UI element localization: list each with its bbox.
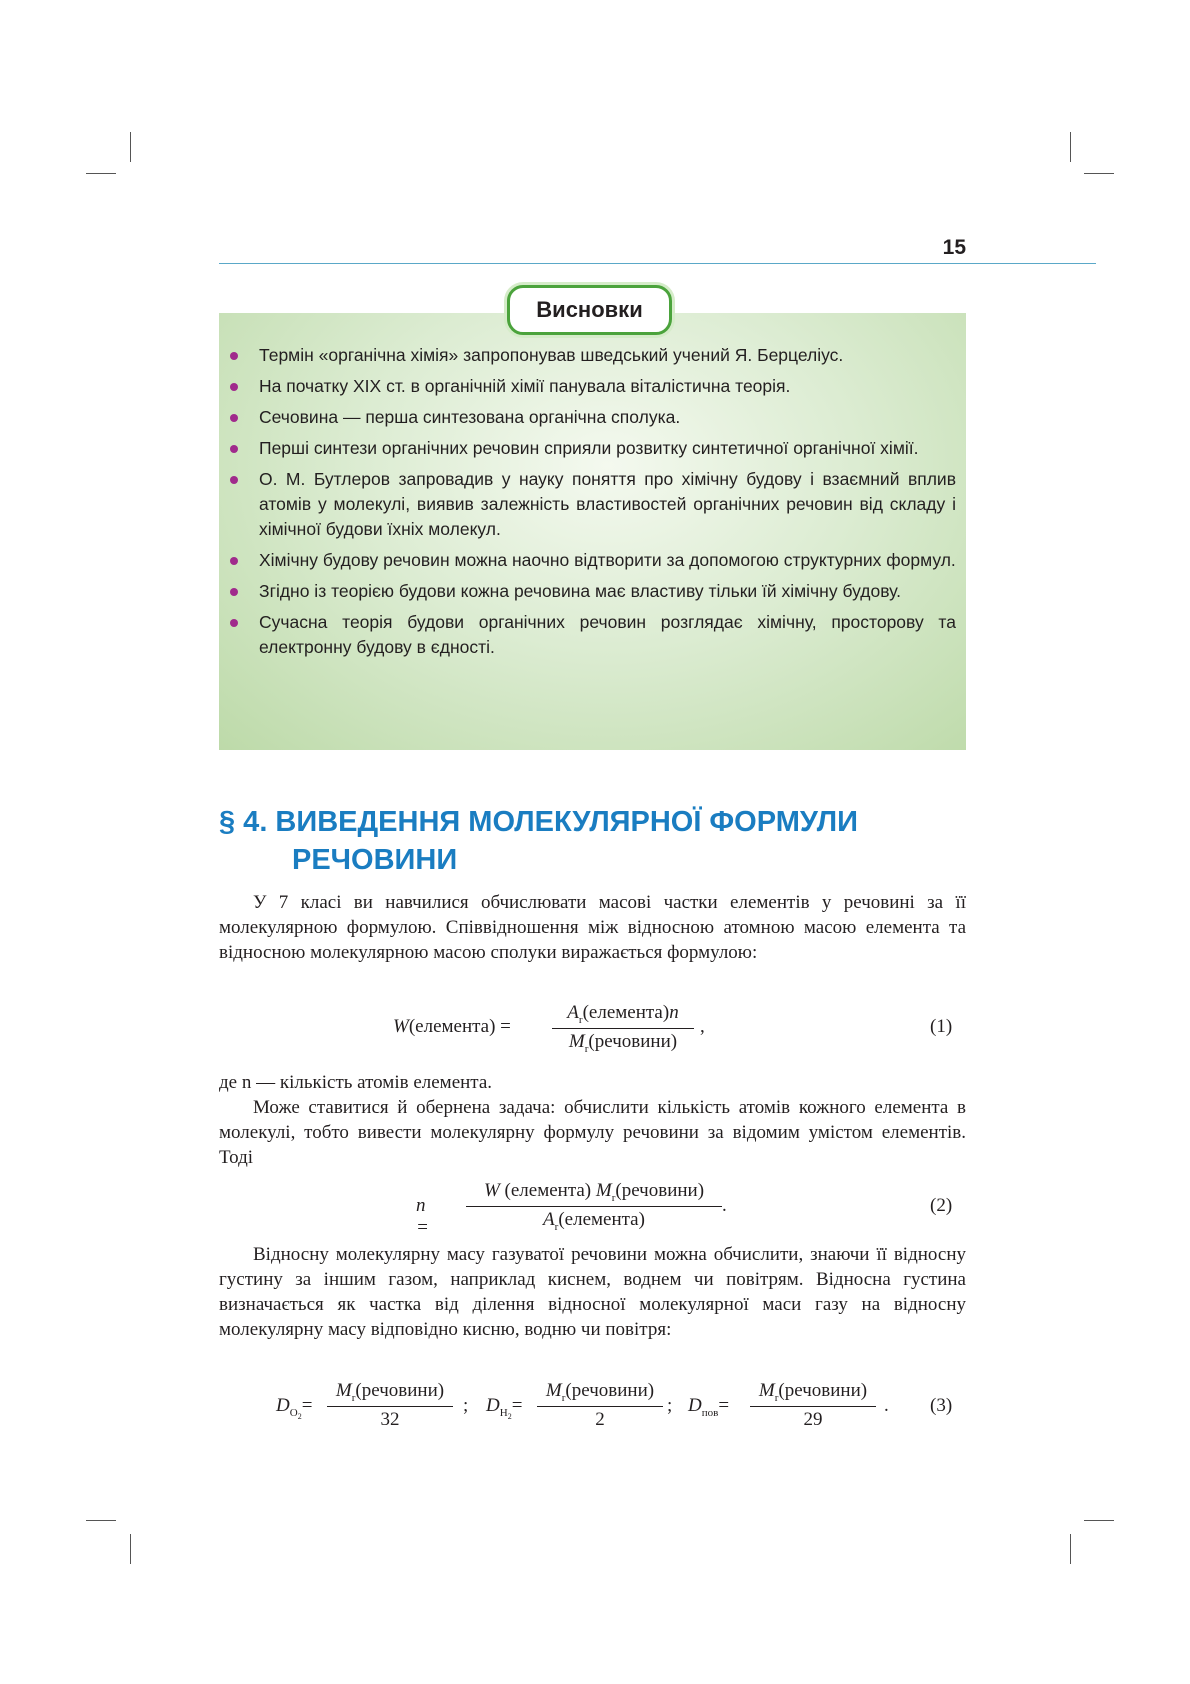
list-item [219,405,966,430]
formula-2-period: . [722,1195,727,1216]
crop-mark [1070,1534,1071,1564]
formula-3-separator: ; [463,1395,469,1416]
formula-3-fraction-o2: $M_r(речовини)$ 32 [327,1380,453,1431]
list-item [219,579,966,604]
crop-mark [130,1534,131,1564]
conclusions-box [219,313,966,750]
conclusions-list [219,343,966,666]
formula-3-d-o2: $D_{O_2}=$ [276,1395,313,1421]
crop-mark [1084,173,1114,174]
crop-mark [1070,132,1071,162]
formula-3-d-h2: $D_{H_2}=$ [486,1395,523,1421]
list-item [219,610,966,660]
list-item-text: Згідно із теорією будови кожна речовина має властиву тільки їй хімічну будову. [259,581,901,601]
formula-3-fraction-h2: $M_r(речовини)$ 2 [537,1380,663,1431]
section-title [219,803,979,879]
list-item [219,343,966,368]
crop-mark [86,173,116,174]
formula-3-fraction-air: $M_r(речовини)$ 29 [750,1380,876,1431]
list-item [219,467,966,542]
formula-3-number: (3) [930,1395,953,1416]
bullet-icon [230,445,238,453]
list-item [219,548,966,573]
bullet-icon [230,383,238,391]
bullet-icon [230,352,238,360]
bullet-icon [230,476,238,484]
formula-1-number: (1) [930,1016,953,1037]
list-item-text: Хімічну будову речовин можна наочно відтворити за допомогою структурних формул. [259,550,956,570]
formula-3-separator: ; [667,1395,673,1416]
section-title-line2: РЕЧОВИНИ [292,844,458,876]
crop-mark [86,1520,116,1521]
list-item-text: На початку XIX ст. в органічній хімії панувала віталістична теорія. [259,376,791,396]
list-item-text: Перші синтези органічних речовин сприяли розвитку синтетичної органічної хімії. [259,438,919,458]
crop-mark [1084,1520,1114,1521]
paragraph-n-definition: де n — кількість атомів елемента. [219,1072,493,1093]
formula-1-fraction: $A_r(елемента)n$ $M_r(речовини)$ [552,1002,694,1055]
paragraph-inverse-task: Може ставитися й обернена задача: обчислити кількість атомів кожного елемента в молекулі, тобто вивести молекулярну формулу речовини за відомим умістом елементів. Тоді [219,1097,966,1168]
list-item-text: О. М. Бутлеров запровадив у науку поняття про хімічну будову і взаємний вплив атомів у молекулі, виявив залежність властивостей органічних речовин від складу і хімічної будови їхніх молекул. [259,469,956,539]
paragraph-relative-density: Відносну молекулярну масу газуватої речовини можна обчислити, знаючи її відносну густину за іншим газом, наприклад киснем, воднем чи повітрям. Відносна густина визначається як частка від ділення відносної молекулярної маси газу на відносну молекулярну масу відповідно кисню, водню чи повітря: [219,1244,966,1340]
header-rule [219,263,1096,264]
bullet-icon [230,414,238,422]
formula-1-comma: , [700,1016,705,1037]
formula-3-d-air: $D_{пов}=$ [688,1395,730,1419]
list-item-text: Сечовина — перша синтезована органічна сполука. [259,407,681,427]
bullet-icon [230,619,238,627]
paragraph-intro: У 7 класі ви навчилися обчислювати масові частки елементів у речовині за її молекулярною формулою. Співвідношення між відносною атомною масою елемента та відносною молекулярною масою сполуки виражається формулою: [219,892,966,963]
formula-2-lhs: n = [416,1195,429,1238]
page-number: 15 [942,236,966,259]
bullet-icon [230,557,238,565]
formula-1-lhs: W(елемента) = [393,1016,511,1037]
formula-3-period: . [884,1395,889,1416]
conclusions-title: Висновки [507,285,672,335]
formula-2-fraction: W (елемента) $M_r(речовини)$ $A_r(елемента)$ [466,1180,722,1233]
crop-mark [130,132,131,162]
list-item [219,374,966,399]
list-item [219,436,966,461]
list-item-text: Термін «органічна хімія» запропонував шведський учений Я. Берцеліус. [259,345,844,365]
section-title-line1: § 4. ВИВЕДЕННЯ МОЛЕКУЛЯРНОЇ ФОРМУЛИ [219,806,858,838]
bullet-icon [230,588,238,596]
list-item-text: Сучасна теорія будови органічних речовин розглядає хімічну, просторову та електронну будову в єдності. [259,612,956,657]
formula-2-number: (2) [930,1195,953,1216]
